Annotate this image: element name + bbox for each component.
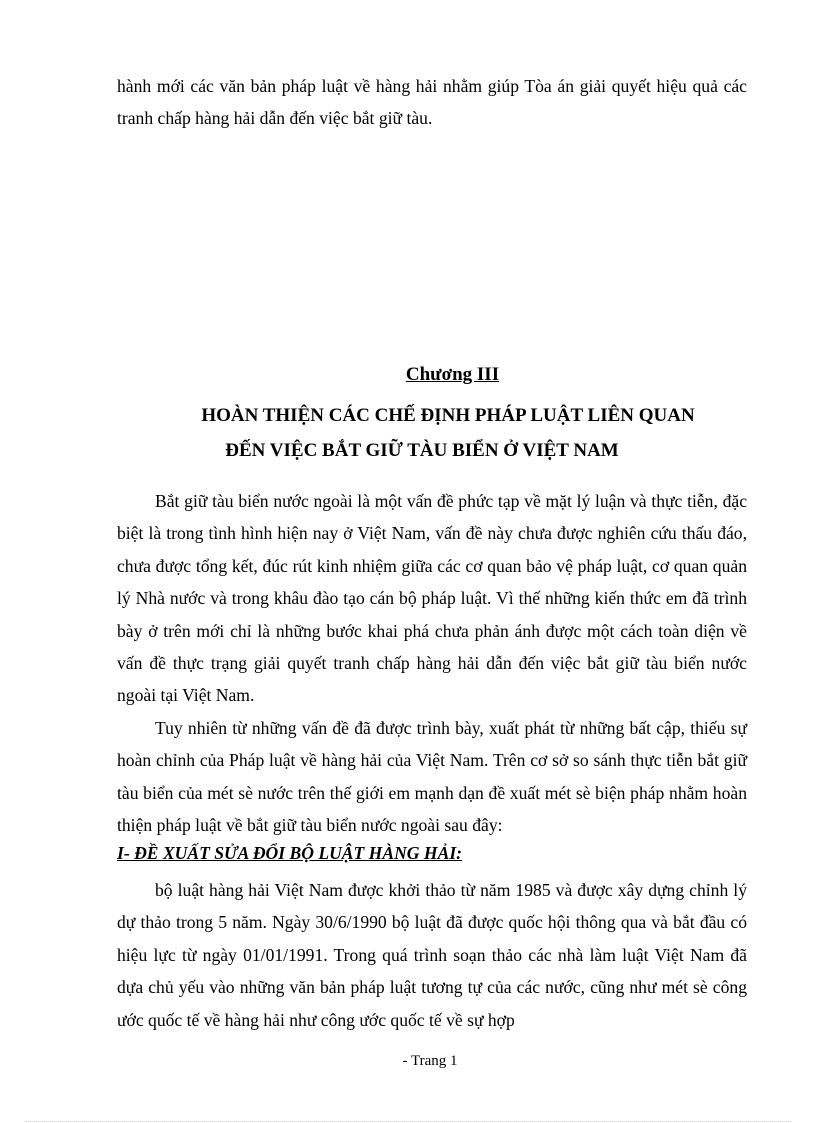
chapter-title (117, 398, 747, 468)
chapter-number: Chương III (405, 364, 500, 385)
chapter-title-line-2: ĐẾN VIỆC BẮT GIỮ TÀU BIỂN Ở VIỆT NAM (225, 440, 619, 461)
bottom-divider (25, 1121, 791, 1122)
body-paragraph-1: Bắt giữ tàu biển nước ngoài là một vấn đề phức tạp về mặt lý luận và thực tiễn, đặc biệt là trong tình hình hiện nay ở Việt Nam, vấn đề này chưa được nghiên cứu thấu đáo, chưa được tổng kết, đúc rút kinh nhiệm giữa các cơ quan bảo vệ pháp luật, cơ quan quản lý Nhà nước và trong khâu đào tạo cán bộ pháp luật. Vì thế những kiến thức em đã trình bày ở trên mới chỉ là những bước khai phá chưa phản ánh được một cách toàn diện về vấn đề thực trạng giải quyết tranh chấp hàng hải dẫn đến việc bắt giữ tàu biển nước ngoài tại Việt Nam. (117, 491, 747, 706)
body-paragraph-3: bộ luật hàng hải Việt Nam được khởi thảo từ năm 1985 và được xây dựng chỉnh lý dự thảo trong 5 năm. Ngày 30/6/1990 bộ luật đã được quốc hội thông qua và bắt đầu có hiệu lực từ ngày 01/01/1991. Trong quá trình soạn thảo các nhà làm luật Việt Nam đã dựa chủ yếu vào những văn bản pháp luật tương tự của các nước, cũng như mét sè công ước quốc tế về hàng hải như công ước quốc tế về sự hợp (117, 880, 747, 1030)
page-footer: - Trang 1 (402, 1053, 458, 1069)
section-heading: I- ĐỀ XUẤT SỬA ĐỔI BỘ LUẬT HÀNG HẢI: (117, 843, 463, 863)
chapter-title-line-1: HOÀN THIỆN CÁC CHẾ ĐỊNH PHÁP LUẬT LIÊN QUAN (201, 405, 695, 426)
intro-paragraph: hành mới các văn bản pháp luật về hàng hải nhằm giúp Tòa án giải quyết hiệu quả các tranh chấp hàng hải dẫn đến việc bắt giữ tàu. (117, 76, 747, 129)
body-paragraph-2: Tuy nhiên từ những vấn đề đã được trình bày, xuất phát từ những bất cập, thiếu sự hoàn chỉnh của Pháp luật về hàng hải của Việt Nam. Trên cơ sở so sánh thực tiễn bắt giữ tàu biển của mét sè nước trên thế giới em mạnh dạn đề xuất mét sè biện pháp nhằm hoàn thiện pháp luật về bắt giữ tàu biển nước ngoài sau đây: (117, 718, 747, 836)
